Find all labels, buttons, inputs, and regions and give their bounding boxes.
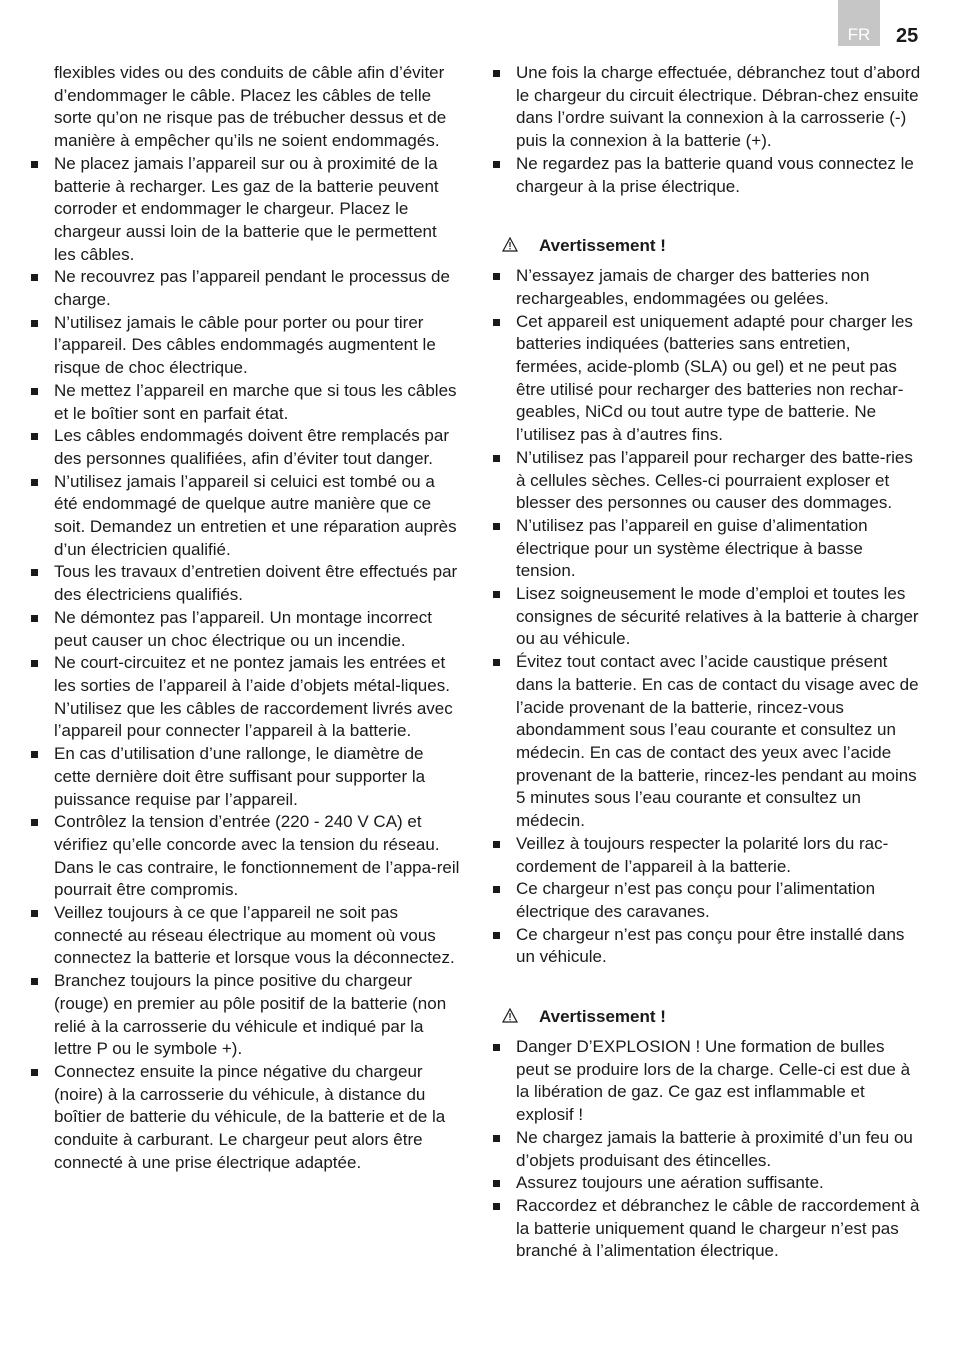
bullet-square-icon [493, 932, 500, 939]
list-item-text: Danger D’EXPLOSION ! Une formation de bulles peut se produire lors de la charge. Celle-ci est due à la libération de gaz. Ce gaz est inflammable et explosif ! [516, 1037, 911, 1125]
list-item [27, 471, 463, 562]
bullet-square-icon [493, 1203, 500, 1210]
list-item [27, 561, 463, 606]
list-item [27, 743, 463, 811]
list-item-text: N’essayez jamais de charger des batteries non rechargeables, endommagées ou gelées. [516, 266, 870, 308]
list-item-text: Ne placez jamais l’appareil sur ou à proximité de la batterie à recharger. Les gaz de la batterie peuvent corroder et endommager le chargeur. Placez le chargeur aussi loin de la batterie que le permettent les câbles. [54, 153, 439, 264]
bullet-square-icon [31, 479, 38, 486]
page-number: 25 [896, 25, 919, 47]
list-item [489, 1172, 921, 1195]
list-item [27, 902, 463, 970]
bullet-square-icon [31, 978, 38, 985]
list-item [27, 970, 463, 1061]
list-item-text: Lisez soigneusement le mode d’emploi et toutes les consignes de sécurité relatives à la batterie à charger ou au véhicule. [516, 584, 919, 649]
bullet-square-icon [31, 433, 38, 440]
bullet-square-icon [31, 751, 38, 758]
bullet-square-icon [31, 388, 38, 395]
language-tab [838, 0, 880, 46]
bullet-square-icon [31, 274, 38, 281]
list-item [27, 312, 463, 380]
bullet-square-icon [493, 523, 500, 530]
right-top-bullet-list [489, 62, 921, 198]
list-item [489, 651, 921, 833]
bullet-square-icon [493, 1044, 500, 1051]
bullet-square-icon [31, 569, 38, 576]
list-item-text: Cet appareil est uniquement adapté pour charger les batteries indiquées (batteries sans entretien, fermées, acide-plomb (SLA) ou gel) et ne peut pas être utilisé pour recharger des batteries non rechar-geables, NiCd ou tout autre type de batterie. Ne l’utilisez pas à d’autres fins. [516, 311, 913, 445]
list-item-text: Ne mettez l’appareil en marche que si tous les câbles et le boîtier sont en parfait état. [54, 380, 457, 423]
left-safety-list [27, 62, 463, 153]
list-item [489, 833, 921, 878]
list-item-text: Tous les travaux d’entretien doivent être effectués par des électriciens qualifiés. [54, 562, 458, 605]
bullet-square-icon [493, 273, 500, 280]
list-item-text: Une fois la charge effectuée, débranchez tout d’abord le chargeur du circuit électrique. Débran-chez ensuite dans l’ordre suivant la connexion à la carrosserie (-) puis la connexion à la batterie (+). [516, 63, 921, 151]
bullet-square-icon [31, 819, 38, 826]
warning-2-list [489, 1036, 921, 1263]
bullet-square-icon [493, 161, 500, 168]
list-item [489, 1127, 921, 1172]
list-item [489, 447, 921, 515]
bullet-square-icon [493, 886, 500, 893]
list-item-text: Assurez toujours une aération suffisante. [516, 1173, 824, 1193]
list-item [27, 153, 463, 267]
bullet-square-icon [493, 1180, 500, 1187]
bullet-square-icon [31, 660, 38, 667]
list-item [27, 380, 463, 425]
warning-heading-2 [489, 1005, 921, 1028]
warning-1-list [489, 265, 921, 969]
list-item [489, 1195, 921, 1263]
list-item-text: En cas d’utilisation d’une rallonge, le diamètre de cette dernière doit être suffisant pour supporter la puissance requise par l’appareil. [54, 744, 426, 809]
list-item-text: Ce chargeur n’est pas conçu pour être installé dans un véhicule. [516, 924, 905, 967]
list-item [489, 311, 921, 447]
bullet-square-icon [493, 455, 500, 462]
warning-heading-1 [489, 234, 921, 257]
list-item [27, 652, 463, 743]
list-item-text: Veillez à toujours respecter la polarité lors du rac-cordement de l’appareil à la batterie. [516, 833, 889, 876]
list-item [489, 153, 921, 198]
bullet-square-icon [493, 659, 500, 666]
bullet-square-icon [31, 615, 38, 622]
right-column [489, 62, 921, 1263]
list-item-text: Ne regardez pas la batterie quand vous connectez le chargeur à la prise électrique. [516, 153, 914, 196]
left-bullet-list [27, 153, 463, 1175]
list-item-text: Ne recouvrez pas l’appareil pendant le processus de charge. [54, 267, 450, 310]
list-item [27, 266, 463, 311]
bullet-square-icon [31, 320, 38, 327]
list-item-text: Branchez toujours la pince positive du chargeur (rouge) en premier au pôle positif de la batterie (non relié à la carrosserie du véhicule et indiqué par la lettre P ou le symbole +). [54, 971, 447, 1059]
warning-triangle-icon [502, 237, 518, 252]
list-item [489, 265, 921, 310]
warning-triangle-icon [502, 1008, 518, 1023]
list-item [27, 425, 463, 470]
list-item [489, 924, 921, 969]
list-item [27, 811, 463, 902]
list-item [489, 583, 921, 651]
list-item-text: Ne court-circuitez et ne pontez jamais les entrées et les sorties de l’appareil à l’aide d’objets métal-liques. N’utilisez que les câbles de raccordement livrés avec l’appareil pour connecter l’appareil à la batterie. [54, 653, 453, 741]
list-item [27, 607, 463, 652]
bullet-square-icon [493, 319, 500, 326]
list-item-text: N’utilisez pas l’appareil en guise d’alimentation électrique pour un système électrique à basse tension. [516, 515, 868, 581]
warning-title-2: Avertissement ! [539, 1007, 666, 1027]
bullet-square-icon [493, 841, 500, 848]
list-item [489, 515, 921, 583]
bullet-square-icon [493, 591, 500, 598]
bullet-square-icon [31, 910, 38, 917]
list-item [27, 1061, 463, 1175]
list-item [489, 62, 921, 153]
bullet-square-icon [31, 161, 38, 168]
list-item-text: Ce chargeur n’est pas conçu pour l’alimentation électrique des caravanes. [516, 879, 876, 921]
left-column [27, 62, 463, 1174]
list-item-text: Évitez tout contact avec l’acide caustique présent dans la batterie. En cas de contact du visage avec de l’acide provenant de la batterie, rincez-vous abondamment sous l’eau courante et consultez un médecin. En cas de contact des yeux avec l’acide provenant de la batterie, rincez-les pendant au moins 5 minutes sous l’eau courante et consultez un médecin. [516, 652, 919, 831]
bullet-square-icon [493, 70, 500, 77]
language-label: FR [847, 25, 871, 44]
bullet-square-icon [493, 1135, 500, 1142]
list-item-text: Les câbles endommagés doivent être remplacés par des personnes qualifiées, afin d’éviter tout danger. [54, 426, 449, 468]
list-item-text: N’utilisez jamais le câble pour porter ou pour tirer l’appareil. Des câbles endommagés augmentent le risque de choc électrique. [54, 312, 436, 378]
list-item-text: Ne chargez jamais la batterie à proximité d’un feu ou d’objets produisant des étincelles. [516, 1127, 913, 1170]
list-item-text: Contrôlez la tension d’entrée (220 - 240 V CA) et vérifiez qu’elle concorde avec la tension du réseau. Dans le cas contraire, le fonctionnement de l’appa-reil pourrait être compromis. [54, 812, 460, 900]
list-item [489, 878, 921, 923]
list-item-text: Connectez ensuite la pince négative du chargeur (noire) à la carrosserie du véhicule, à distance du boîtier de batterie du véhicule, de la batterie et de la conduite à carburant. Le chargeur peut alors être connecté à une prise électrique adaptée. [54, 1061, 446, 1172]
list-item [489, 1036, 921, 1127]
list-item-text: N’utilisez pas l’appareil pour recharger des batte-ries à cellules sèches. Celles-ci pourraient exploser et blesser des personnes ou causer des dommages. [516, 447, 913, 513]
list-item-text: Raccordez et débranchez le câble de raccordement à la batterie uniquement quand le chargeur n’est pas branché à l’alimentation électrique. [516, 1195, 920, 1261]
warning-title-1: Avertissement ! [539, 236, 666, 256]
list-item-text: N’utilisez jamais l’appareil si celuici est tombé ou a été endommagé de quelque autre manière que ce soit. Demandez un entretien et une réparation auprès d’un électricien qualifié. [54, 471, 457, 559]
list-item-text: Veillez toujours à ce que l’appareil ne soit pas connecté au réseau électrique au moment où vous connectez la batterie et lorsque vous la déconnectez. [54, 903, 455, 968]
list-item-text: Ne démontez pas l’appareil. Un montage incorrect peut causer un choc électrique ou un incendie. [54, 607, 432, 650]
bullet-square-icon [31, 1069, 38, 1076]
list-item-continuation: flexibles vides ou des conduits de câble afin d’éviter d’endommager le câble. Placez les câbles de telle sorte qu’on ne risque pas de trébucher dessus et de manière à empêcher qu’ils ne soient endommagés. [54, 63, 447, 151]
